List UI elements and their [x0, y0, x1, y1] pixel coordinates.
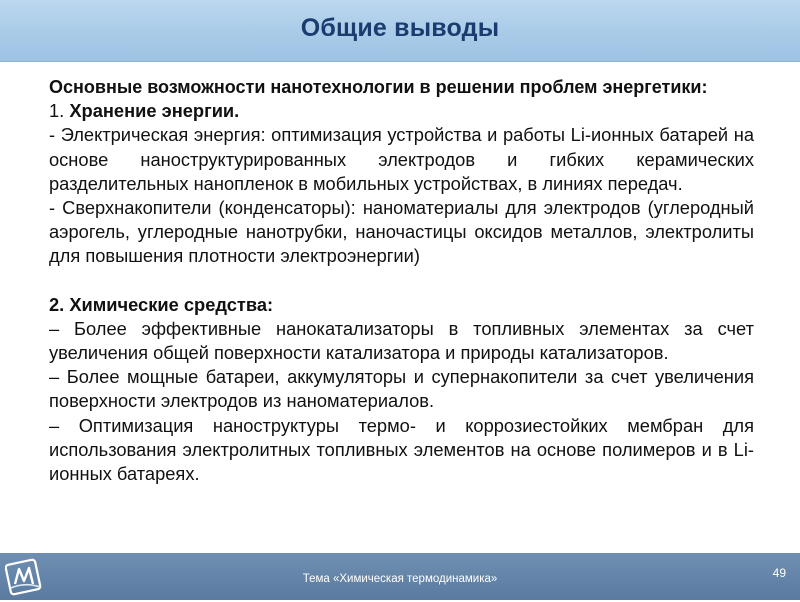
section-2-item-batteries: – Более мощные батареи, аккумуляторы и супернакопители за счет увеличения поверхности электродов из наноматериалов. — [49, 366, 754, 412]
paragraph-gap — [49, 269, 754, 293]
footer-topic: Тема «Химическая термодинамика» — [302, 573, 498, 585]
section-2-item-membranes: – Оптимизация наноструктуры термо- и коррозиестойких мембран для использования электролитных топливных элементов на основе полимеров и в Li-ионных батареях. — [49, 414, 754, 485]
section-1-heading — [49, 99, 754, 123]
section-1-title: Хранение энергии. — [69, 100, 240, 122]
section-2-item-catalysts: – Более эффективные нанокатализаторы в топливных элементах за счет увеличения общей поверхности катализатора и природы катализаторов. — [49, 317, 754, 364]
slide-title: Общие выводы — [300, 14, 500, 42]
section-2-heading: 2. Химические средства: — [49, 293, 274, 315]
section-1-number: 1. — [49, 100, 65, 122]
section-1-item-electric: - Электрическая энергия: оптимизация устройства и работы Li-ионных батарей на основе наноструктурированных электродов и гибких керамических разделительных нанопленок в мобильных устройствах, в линиях передач. — [49, 124, 754, 194]
page-number: 49 — [772, 566, 786, 580]
slide-body — [49, 75, 754, 486]
intro-text: Основные возможности нанотехнологии в решении проблем энергетики: — [49, 77, 708, 97]
section-1-item-supercaps: - Сверхнакопители (конденсаторы): наноматериалы для электродов (углеродный аэрогель, углеродные нанотрубки, наночастицы оксидов металлов, электролиты для повышения плотности электроэнергии) — [49, 197, 754, 267]
